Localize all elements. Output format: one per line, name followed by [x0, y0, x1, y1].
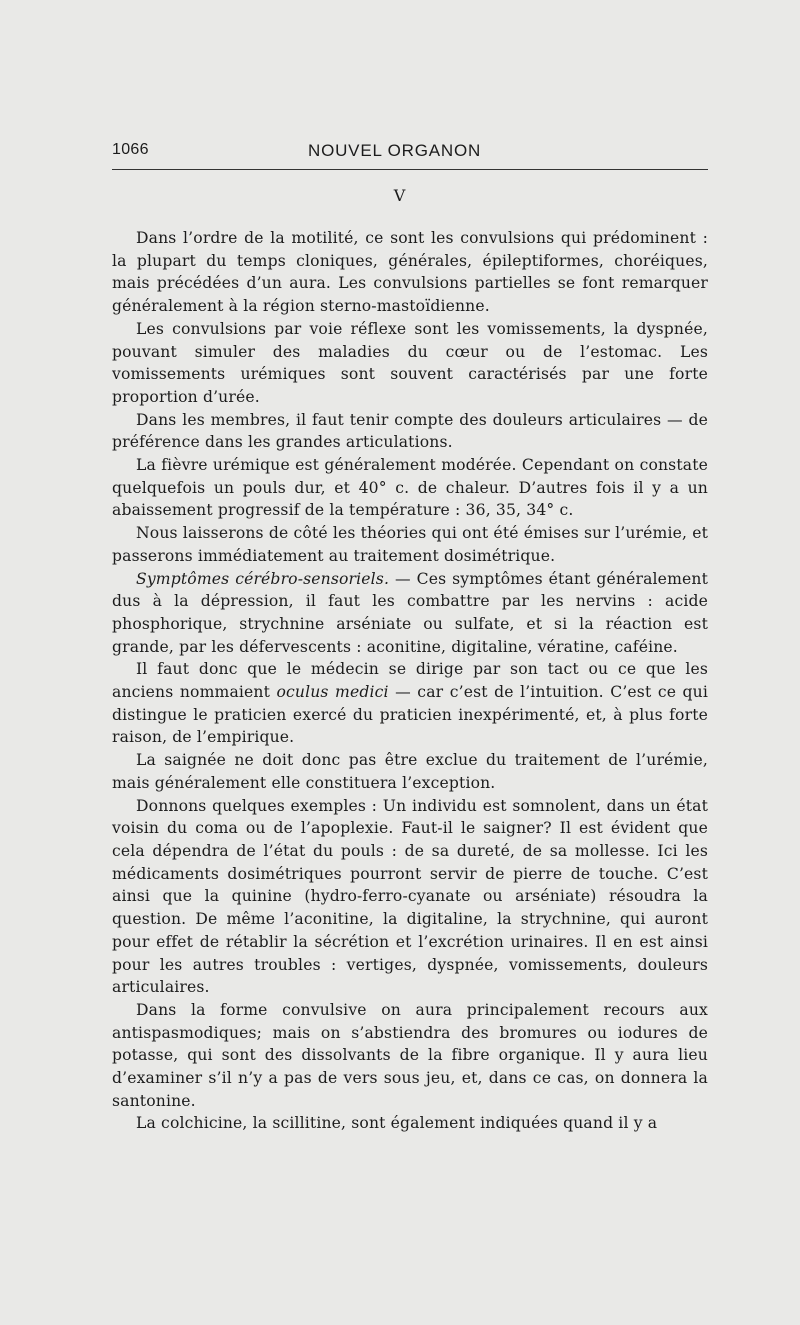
paragraph: Donnons quelques exemples : Un individu est somnolent, dans un état voisin du coma ou de l’apoplexie. Faut-il le saigner? Il est évident que cela dépendra de l’état du pouls : de sa dureté, de sa mollesse. Ici les médicaments dosimétriques pourront servir de pierre de touche. C’est ainsi que la quinine (hydro-ferro-cyanate ou arséniate) résoudra la question. De même l’aconitine, la digitaline, la strychnine, qui auront pour effet de rétablir la sécrétion et l’excrétion urinaires. Il en est ainsi pour les autres troubles : vertiges, dyspnée, vomissements, douleurs articulaires. — [112, 796, 708, 997]
section-heading: V — [393, 186, 407, 205]
paragraph: La colchicine, la scillitine, sont également indiquées quand il y a — [136, 1114, 658, 1133]
paragraph: Les convulsions par voie réflexe sont les vomissements, la dyspnée, pouvant simuler des maladies du cœur ou de l’estomac. Les vomissements urémiques sont souvent caractérisés par une forte proportion d’urée. — [112, 319, 708, 406]
page-header — [112, 141, 708, 165]
paragraph-text: — car c’est de l’intuition. C’est ce qui distingue le praticien exercé du praticien inexpérimenté, et, à plus forte raison, de l’empirique. — [112, 683, 709, 747]
paragraph: Dans la forme convulsive on aura principalement recours aux antispasmodiques; mais on s’abstiendra des bromures ou iodures de potasse, qui sont des dissolvants de la fibre organique. Il y aura lieu d’examiner s’il n’y a pas de vers sous jeu, et, dans ce cas, on donnera la santonine. — [112, 1000, 708, 1110]
paragraph-text: — Ces symptômes étant généralement dus à la dépression, il faut les combattre par les nervins : acide phosphorique, strychnine arséniate ou sulfate, et si la réaction est grande, par les défervescents : aconitine, digitaline, vératine, caféine. — [112, 569, 708, 656]
paragraph: La fièvre urémique est généralement modérée. Cependant on constate quelquefois un pouls dur, et 40° c. de chaleur. D’autres fois il y a un abaissement progressif de la température : 36, 35, 34° c. — [112, 456, 708, 520]
paragraph-text: Il faut donc que le médecin se dirige par son tact ou ce que les anciens nommaient — [112, 660, 708, 702]
latin-term: oculus medici — [276, 683, 389, 702]
body-text — [112, 227, 708, 1135]
paragraph: Dans l’ordre de la motilité, ce sont les convulsions qui prédominent : la plupart du temps cloniques, générales, épileptiformes, choréiques, mais précédées d’un aura. Les convulsions partielles se font remarquer généralement à la région sterno-mastoïdienne. — [112, 229, 708, 316]
paragraph — [112, 568, 708, 659]
paragraph-lead-heading: Symptômes cérébro-sensoriels. — [136, 569, 390, 588]
page-number: 1066 — [112, 141, 149, 158]
running-title: NOUVEL ORGANON — [308, 141, 482, 160]
paragraph — [112, 658, 708, 749]
header-rule — [112, 169, 708, 170]
paragraph: La saignée ne doit donc pas être exclue du traitement de l’urémie, mais généralement elle constituera l’exception. — [112, 751, 708, 792]
paragraph: Nous laisserons de côté les théories qui ont été émises sur l’urémie, et passerons immédiatement au traitement dosimétrique. — [112, 524, 708, 565]
paragraph: Dans les membres, il faut tenir compte des douleurs articulaires — de préférence dans les grandes articulations. — [112, 410, 708, 452]
